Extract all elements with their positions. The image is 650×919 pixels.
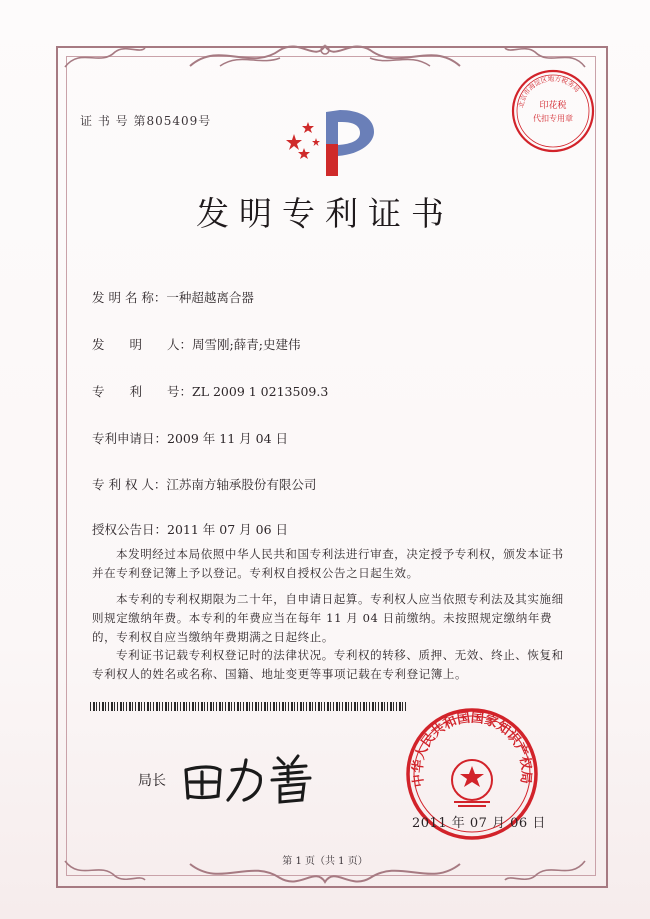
grant-date-row (92, 520, 288, 538)
director-label: 局长 (138, 773, 166, 789)
top-ornament (180, 36, 470, 76)
certificate-number: 证 书 号 第805409号 (80, 114, 212, 128)
tax-stamp-seal (510, 68, 596, 154)
barcode (90, 702, 406, 711)
paragraph-grant: 本发明经过本局依照中华人民共和国专利法进行审查，决定授予专利权，颁发本证书并在专利登记簿上予以登记。专利权自授权公告之日起生效。 (92, 547, 564, 580)
inventors-row (92, 335, 300, 353)
invention-name-value: 一种超越离合器 (166, 290, 254, 305)
svg-text:印花税: 印花税 (539, 101, 567, 111)
page-number: 第 1 页（共 1 页） (282, 856, 368, 867)
grant-date-label: 授权公告日： (92, 522, 168, 537)
invention-name-row (92, 288, 254, 306)
patentee-label: 专 利 权 人： (92, 477, 167, 492)
application-date-value: 2009 年 11 月 04 日 (167, 431, 289, 446)
patent-office-emblem (282, 104, 382, 184)
svg-text:中华人民共和国国家知识产权局: 中华人民共和国国家知识产权局 (410, 710, 534, 788)
director-signature (180, 748, 330, 808)
invention-name-label: 发 明 名 称： (92, 290, 167, 305)
certificate-title: 发明专利证书 (196, 194, 454, 233)
patentee-value: 江苏南方轴承股份有限公司 (166, 477, 317, 492)
patent-number-row (92, 382, 328, 400)
inventors-label: 发 明 人： (92, 337, 193, 352)
patent-number-label: 专 利 号： (92, 384, 193, 399)
patent-number-value: ZL 2009 1 0213509.3 (192, 384, 329, 399)
svg-text:北京市海淀区地方税务局: 北京市海淀区地方税务局 (517, 74, 582, 109)
paragraph-register: 专利证书记载专利权登记时的法律状况。专利权的转移、质押、无效、终止、恢复和专利权人的姓名或名称、国籍、地址变更等事项记载在专利登记簿上。 (92, 648, 564, 681)
svg-text:代扣专用章: 代扣专用章 (533, 114, 573, 123)
application-date-label: 专利申请日： (92, 431, 168, 446)
left-top-corner-ornament (60, 42, 150, 72)
issue-date: 2011 年 07 月 06 日 (412, 816, 546, 831)
inventors-value: 周雪刚;薛青;史建伟 (192, 337, 301, 352)
grant-date-value: 2011 年 07 月 06 日 (167, 522, 289, 537)
application-date-row (92, 429, 288, 447)
patentee-row (92, 475, 316, 493)
paragraph-term: 本专利的专利权期限为二十年，自申请日起算。专利权人应当依照专利法及其实施细则规定缴纳年费。本专利的年费应当在每年 11 月 04 日前缴纳。未按照规定缴纳年费的，专利权自应当缴纳年费期满之日起终止。 (92, 592, 564, 644)
